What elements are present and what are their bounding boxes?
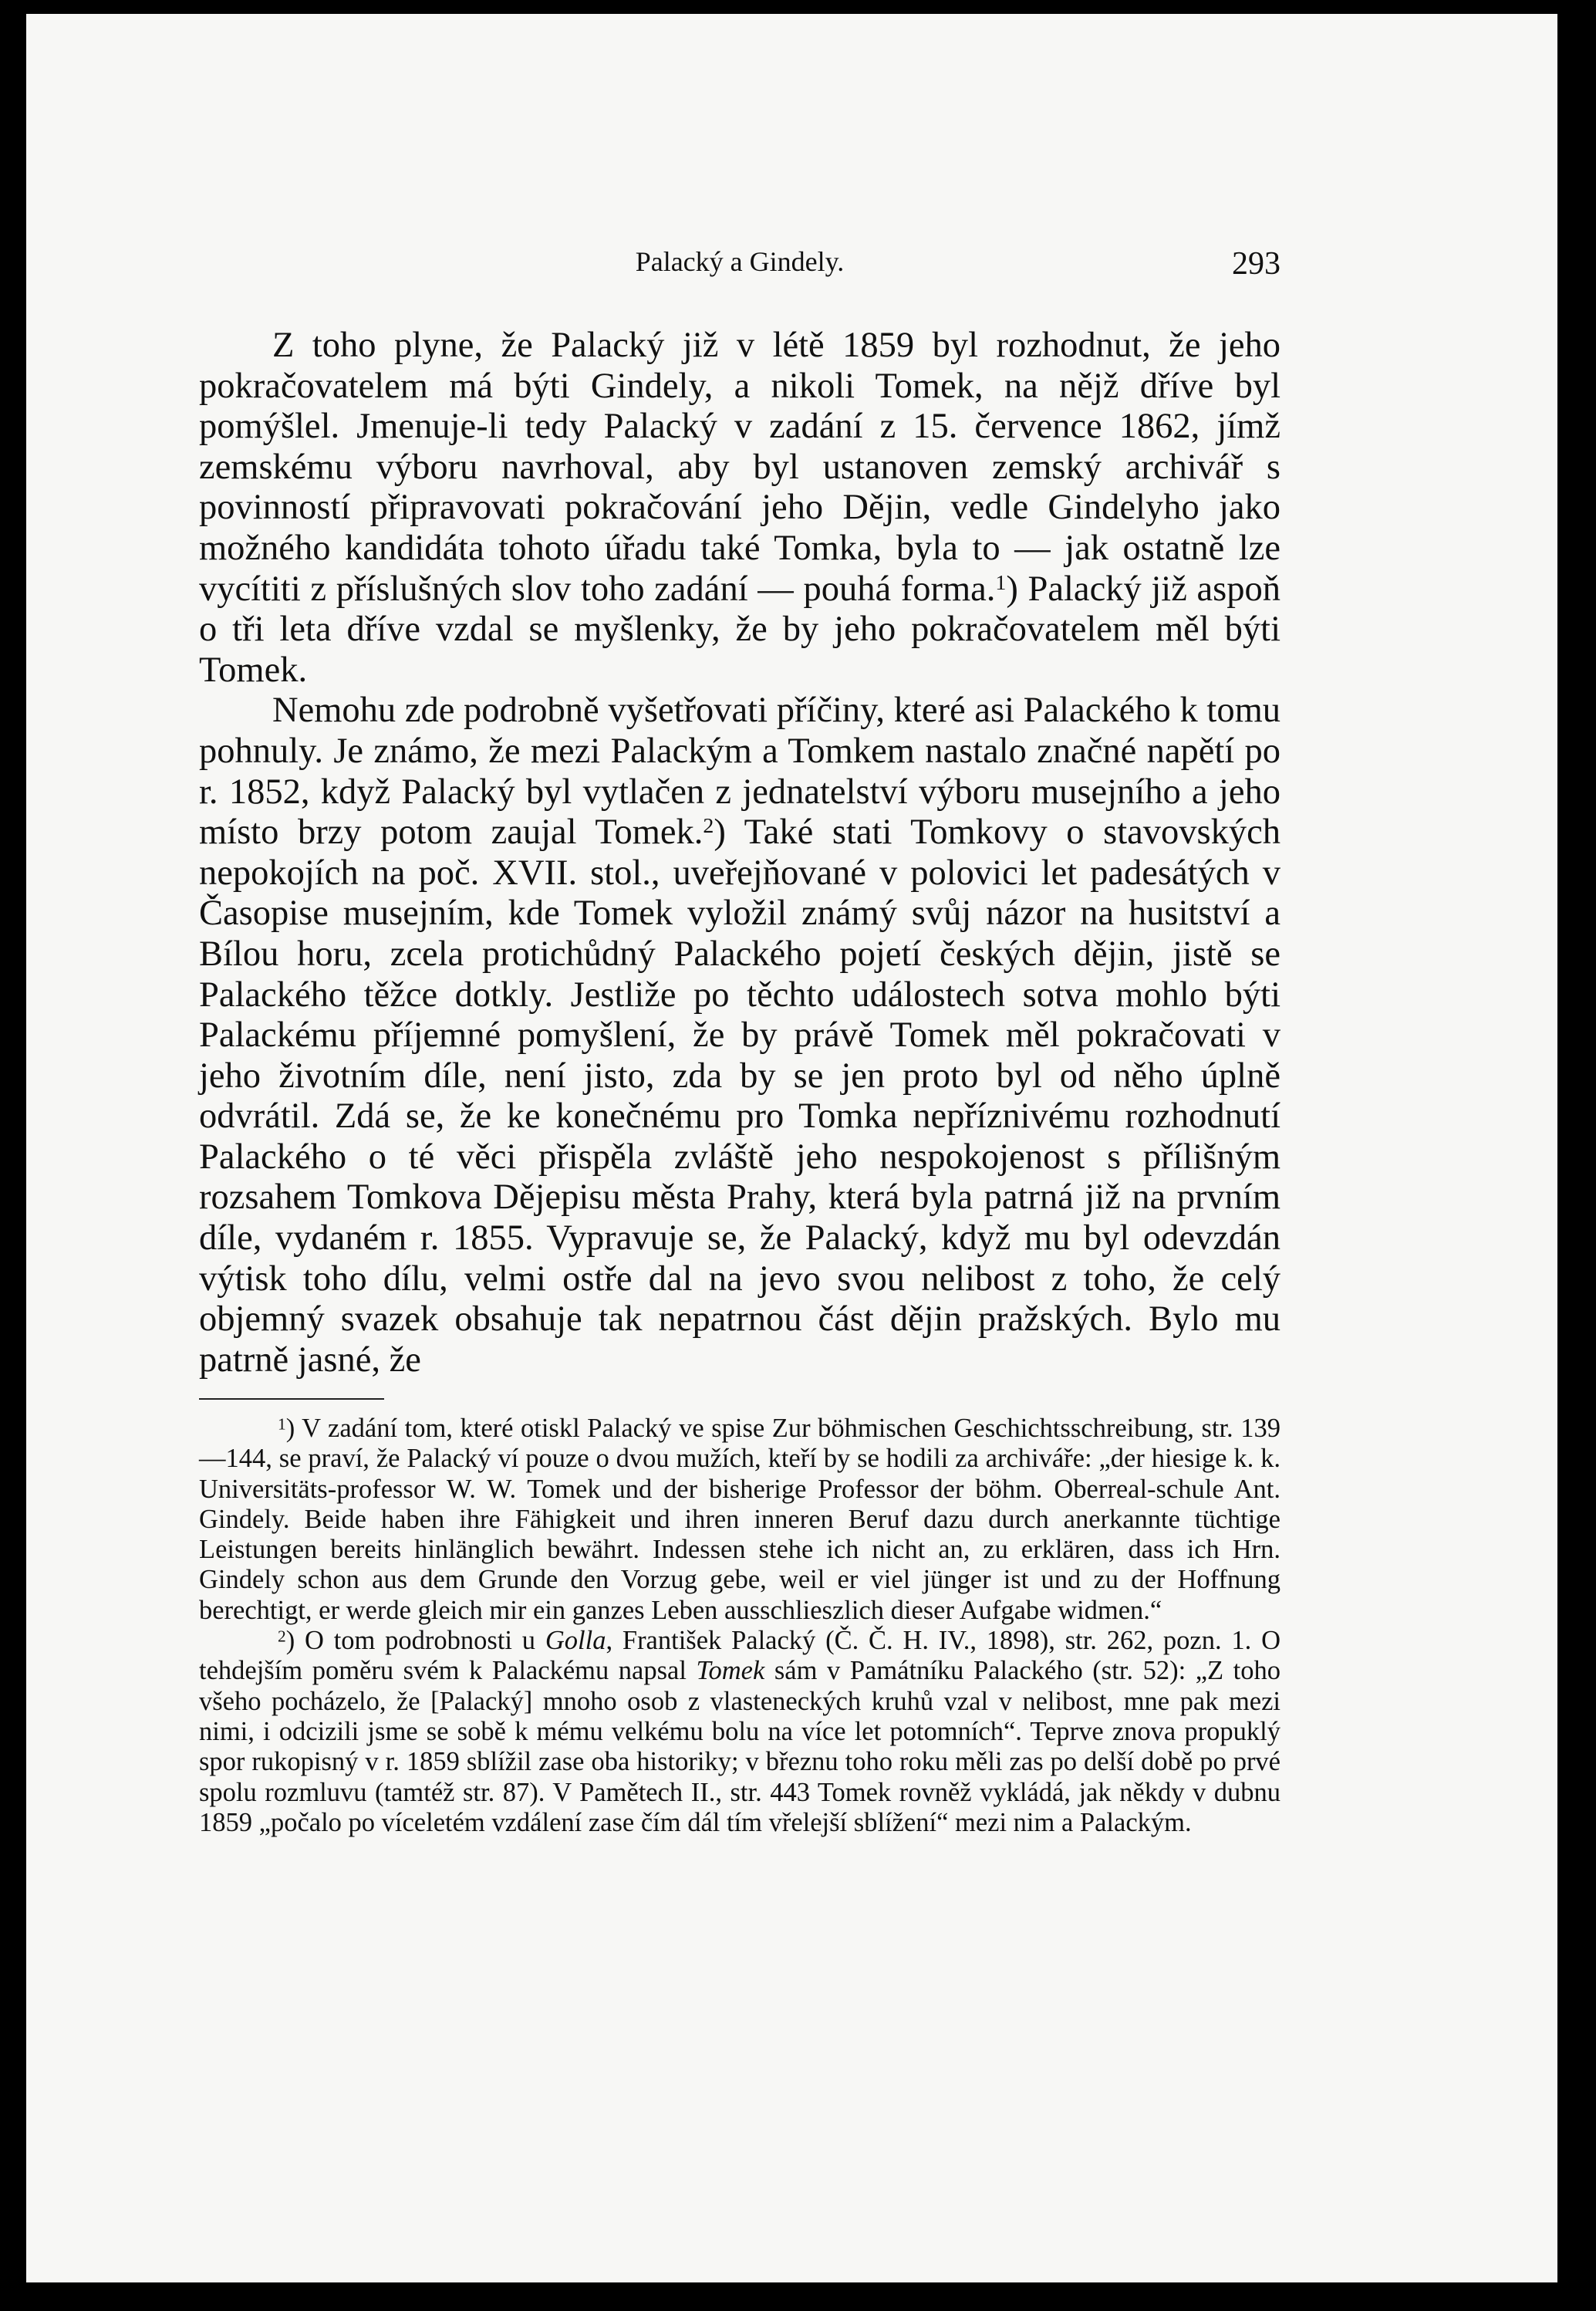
footnote-text: sám v Památníku Palackého (str. 52): „Z toho všeho pocházelo, že [Palacký] mnoho osob z vlasteneckých kruhů vzal v nelibost, mne pak mezi nimi, i odcizili jsme se sobě k mému velkému bolu na více let potomních“. Teprve znova propuklý spor rukopisný v r. 1859 sblížil zase oba historiky; v březnu toho roku měli zas po delší době po prvé spolu rozmluvu (tamtéž str. 87). V Pamětech II., str. 443 Tomek rovněž vykládá, jak někdy v dubnu 1859 „počalo po víceletém vzdálení zase čím dál tím vřelejší sblížení“ mezi nim a Palackým. bbox=[199, 1656, 1281, 1837]
paragraph-text: Nemohu zde podrobně vyšetřovati příčiny, které asi Palackého k tomu pohnuly. Je známo, že mezi Palackým a Tomkem nastalo značné napětí po r. 1852, když Palacký byl vytlačen z jednatelství výboru musejního a jeho místo brzy potom zaujal Tomek. bbox=[199, 691, 1281, 853]
footnote-text: ) O tom podrobnosti u bbox=[285, 1626, 545, 1656]
page-number: 293 bbox=[1232, 246, 1281, 282]
footnote-mark: 1 bbox=[278, 1414, 286, 1434]
body-text bbox=[199, 326, 1281, 1380]
paragraph bbox=[199, 691, 1281, 1380]
paragraph-text: Z toho plyne, že Palacký již v létě 1859 byl rozhodnut, že jeho pokračovatelem má býti Gindely, a nikoli Tomek, na nějž dříve byl pomýšlel. Jmenuje-li tedy Palacký v zadání z 15. července 1862, jímž zemskému výboru navrhoval, aby byl ustanoven zemský archivář s povinností připravovati pokračování jeho Dějin, vedle Gindelyho jako možného kandidáta tohoto úřadu také Tomka, byla to — jak ostatně lze vycítiti z příslušných slov toho zadání — pouhá forma. bbox=[199, 326, 1281, 609]
footnote-divider bbox=[199, 1398, 384, 1400]
footnote-reference: 1 bbox=[995, 570, 1007, 595]
paragraph-text: ) Také stati Tomkovy o stavovských nepokojích na poč. XVII. stol., uveřejňované v polovici let padesátých v Časopise musejním, kde Tomek vyložil známý svůj názor na husitství a Bílou horu, zcela protichůdný Palackého pojetí českých dějin, jistě se Palackého těžce dotkly. Jestliže po těchto událostech sotva mohlo býti Palackému příjemné pomyšlení, že by právě Tomek měl pokračovati v jeho životním díle, není jisto, zda by se jen proto byl od něho úplně odvrátil. Zdá se, že ke konečnému pro Tomka nepříznivému rozhodnutí Palackého o té věci přispěla zvláště jeho nespokojenost s přílišným rozsahem Tomkova Dějepisu města Prahy, která byla patrná již na prvním díle, vydaném r. 1855. Vypravuje se, že Palacký, když mu byl odevzdán výtisk toho dílu, velmi ostře dal na jevo svou nelibost z toho, že celý objemný svazek obsahuje tak nepatrnou část dějin pražských. Bylo mu patrně jasné, že bbox=[199, 813, 1281, 1380]
footnote-italic-author: Tomek bbox=[696, 1656, 765, 1686]
footnote-text: ) V zadání tom, které otiskl Palacký ve spise Zur böhmischen Geschichtsschreibung, str. 139—144, se praví, že Palacký ví pouze o dvou mužích, kteří by se hodili za archiváře: „der hiesige k. k. Universitäts-professor W. W. Tomek und der bisherige Professor der böhm. Oberreal-schule Ant. Gindely. Beide haben ihre Fähigkeit und ihren inneren Beruf dazu durch anerkannte tüchtige Leistungen bereits hinlänglich bewährt. Indessen stehe ich nicht an, zu erklären, dass ich Hrn. Gindely schon aus dem Grunde den Vorzug gebe, weil er viel jünger ist und zu der Hoffnung berechtigt, er werde gleich mir ein ganzes Leben ausschlieszlich dieser Aufgabe widmen.“ bbox=[199, 1414, 1281, 1625]
footnote-text: , František Palacký (Č. Č. H. IV., 1898), str. 262, pozn. 1. O tehdejším poměru svém k Palackému napsal bbox=[199, 1626, 1281, 1686]
footnotes bbox=[199, 1414, 1281, 1838]
page-header bbox=[199, 245, 1281, 292]
footnote bbox=[199, 1414, 1281, 1626]
paragraph-text: ) Palacký již aspoň o tři leta dříve vzdal se myšlenky, že by jeho pokračovatelem měl býti Tomek. bbox=[199, 569, 1281, 690]
footnote-mark: 2 bbox=[278, 1627, 286, 1646]
footnote-italic-author: Golla bbox=[545, 1626, 606, 1656]
footnote-reference: 2 bbox=[703, 814, 714, 839]
running-title: Palacký a Gindely. bbox=[635, 246, 845, 277]
footnote bbox=[199, 1626, 1281, 1838]
paragraph bbox=[199, 326, 1281, 691]
